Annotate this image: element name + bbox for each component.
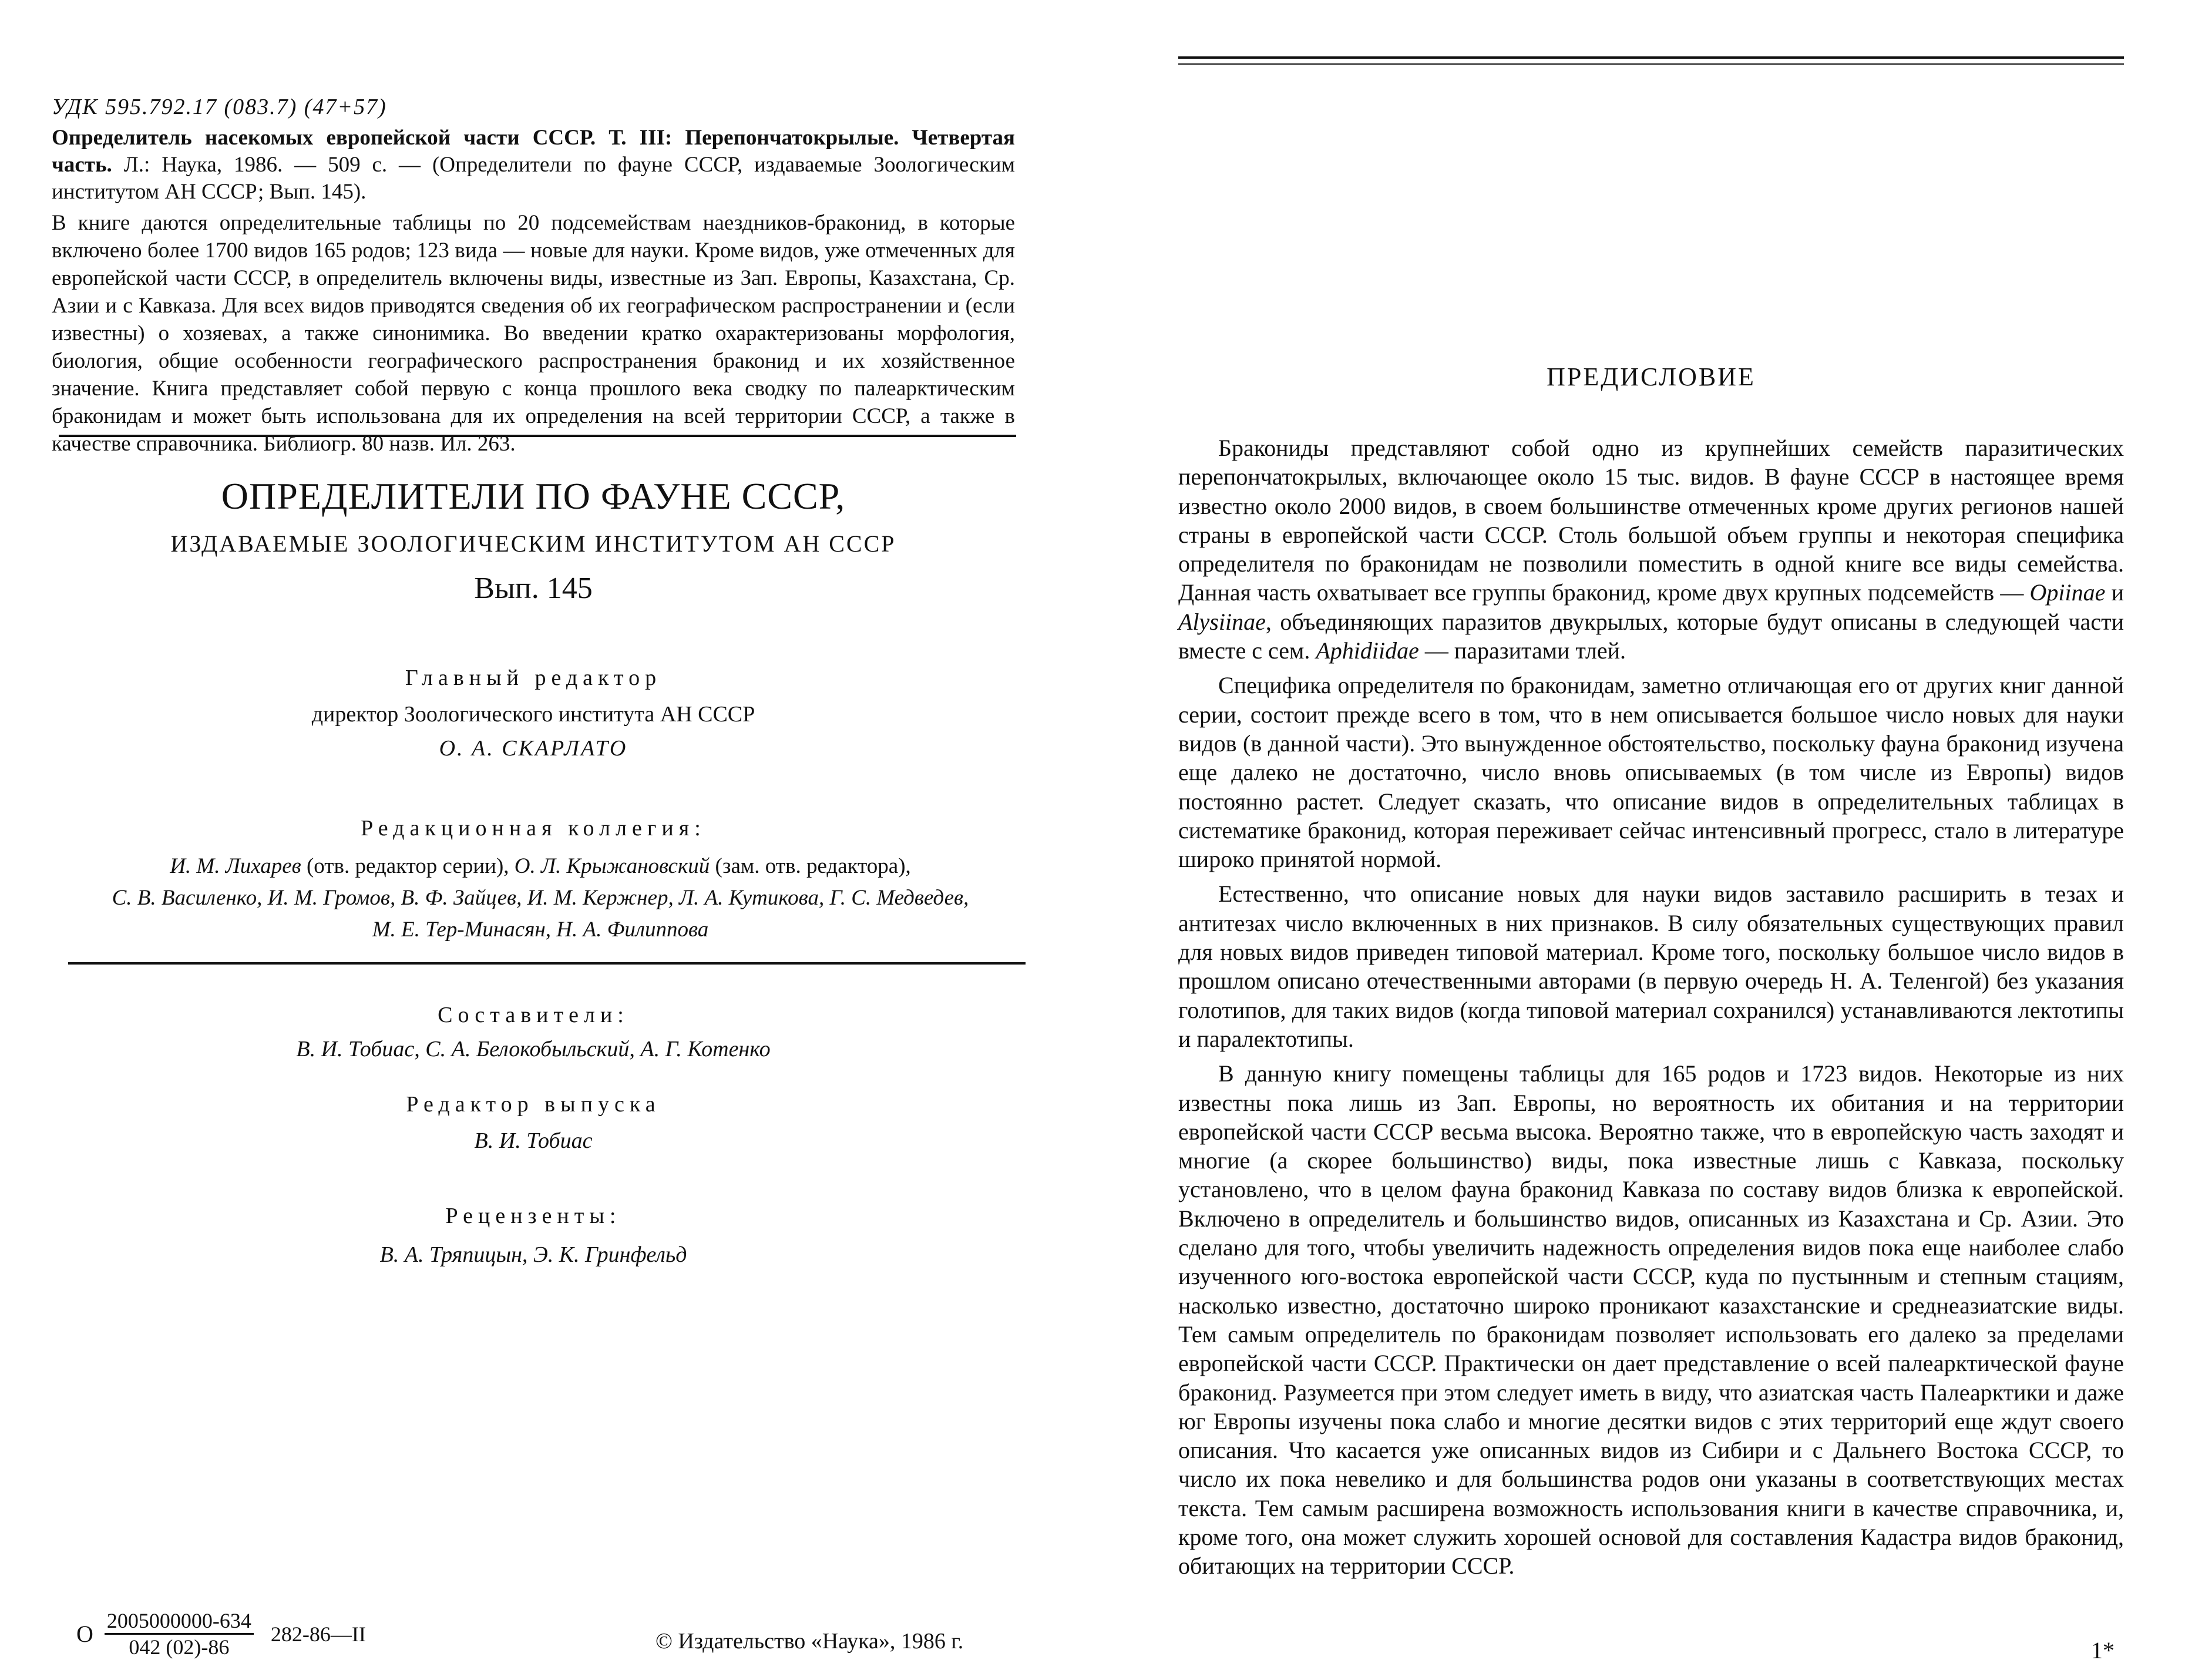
- issue-editor: В. И. Тобиас: [474, 1128, 593, 1153]
- preface-body: [1178, 434, 2124, 1587]
- board-member-role: (отв. редактор серии),: [306, 854, 509, 878]
- issue-editor-heading: Редактор выпуска: [406, 1092, 661, 1117]
- divider-bottom: [68, 962, 1026, 965]
- copyright: © Издательство «Наука», 1986 г.: [656, 1629, 964, 1654]
- preface-title: ПРЕДИСЛОВИЕ: [1547, 362, 1756, 391]
- taxon-name: Alysiinae: [1178, 608, 1266, 635]
- reference-details: Л.: Наука, 1986. — 509 с. — (Определители по фауне СССР, издаваемые Зоологическим институтом АН СССР; Вып. 145).: [52, 153, 1016, 204]
- board-line-1: [59, 851, 1022, 882]
- board-member-role: (зам. отв. редактора),: [715, 854, 911, 878]
- chief-editor-heading: Главный редактор: [405, 666, 662, 690]
- board-member: И. М. Лихарев: [170, 854, 301, 878]
- editorial-board: [59, 851, 1022, 946]
- paragraph: [1178, 434, 2124, 665]
- abstract: В книге даются определительные таблицы по 20 подсемействам наездников-браконид, в которые включено более 1700 видов 165 родов; 123 вида — новые для науки. Кроме видов, уже отмеченных для европейской части СССР, в определитель включены виды, известные из Зап. Европы, Казахстана, Ср. Азии и с Кавказа. Для всех видов приводятся сведения об их географическом распространении и (если известны) о хозяевах, а также синонимика. Во введении кратко охарактеризованы морфология, биология, общие особенности географического распространения браконид и их хозяйственное значение. Книга представляет собой первую с конца прошлого века сводку по палеарктическим браконидам и может быть использована для их определения на всей территории СССР, а также в качестве справочника. Библиогр. 80 назв. Ил. 263.: [52, 211, 1015, 456]
- reference-title: Определитель насекомых европейской части СССР. Т. III: Перепончатокрылые. Четвертая часть.: [52, 126, 1015, 177]
- paragraph: В данную книгу помещены таблицы для 165 родов и 1723 видов. Некоторые из них известны пока лишь из Зап. Европы, но вероятность их обитания и на территории европейской части СССР весьма высока. Вероятно также, что в европейскую часть заходят и многие (а скорее большинство) виды, пока известные лишь с Кавказа, поскольку установлено, что в целом фауна браконид Кавказа по составу видов близка к европейской. Включено в определитель и большинство видов, описанных из Казахстана и Ср. Азии. Это сделано для того, чтобы увеличить надежность определения видов пока еще наиболее слабо изученного юго-востока европейской части СССР, куда по пустынным и степным стациям, насколько известно, достаточно широко проникают казахстанские и среднеазиатские виды. Тем самым определитель по браконидам позволяет использовать его далеко за пределами европейской части СССР. Практически он дает представление о всей палеарктической фауне браконид. Разумеется при этом следует иметь в виду, что азиатская часть Палеарктики и даже юг Европы изучены пока слабо и многие десятки видов с этих территорий еще ждут своего описания. Что касается уже описанных видов из Сибири и с Дальнего Востока СССР, то число их пока невелико и для большинства родов они указаны в соответствующих местах текста. Тем самым расширена возможность использования книги в качестве справочника, и, кроме того, она может служить хорошей основой для составления Кадастра видов браконид, обитающих на территории СССР.: [1178, 1060, 2124, 1580]
- paragraph: Специфика определителя по браконидам, заметно отличающая его от других книг данной серии, состоит прежде всего в том, что в нем описывается большое число новых для науки видов (в данной части). Это вынужденное обстоятельство, поскольку фауна браконид изучена еще далеко не достаточно, число вновь описываемых (в том числе из Европы) видов постоянно растет. Следует сказать, что описание видов в определительных таблицах в систематике браконид, которая переживает сейчас интенсивный прогресс, стало в литературе широко принятой нормой.: [1178, 672, 2124, 873]
- taxon-name: Aphidiidae: [1316, 637, 1419, 664]
- reviewers-heading: Рецензенты:: [445, 1204, 621, 1228]
- paragraph-text: — паразитами тлей.: [1424, 637, 1626, 664]
- catalog-denominator: 042 (02)-86: [129, 1635, 230, 1659]
- paragraph: Естественно, что описание новых для науки видов заставило расширить в тезах и антитезах число включенных в них признаков. В силу обязательных существующих правил для новых видов приведен типовой материал. Кроме того, поскольку большое число видов в прошлом описано отечественными авторами (в первую очередь Н. А. Теленгой) без указания голотипов, для таких видов (когда типовой материал сохранился) устанавливаются лектотипы и паралектотипы.: [1178, 881, 2124, 1052]
- chief-editor-name: О. А. СКАРЛАТО: [439, 736, 628, 761]
- paragraph-text: Брaкониды представляют собой одно из крупнейших семейств паразитических перепончатокрылых, включающее около 15 тыс. видов. В фауне СССР в настоящее время известно около 2000 видов, в своем большинстве отмеченных кроме других регионов нашей страны в европейской части СССР. Столь большой объем группы и некоторая специфика определителя по браконидам не позволили поместить в одной книге все виды семейства. Данная часть охватывает все группы браконид, кроме двух крупных подсемейств —: [1178, 435, 2124, 606]
- board-line-2: С. В. Василенко, И. М. Громов, В. Ф. Зайцев, И. М. Кержнер, Л. А. Кутикова, Г. С. Медведев,: [112, 886, 969, 910]
- udk-code: УДК 595.792.17 (083.7) (47+57): [52, 95, 387, 119]
- header-rule-thin: [1178, 63, 2124, 65]
- header-rule-thick: [1178, 56, 2124, 59]
- catalog-fraction: [105, 1608, 254, 1659]
- bibliographic-reference: [52, 125, 1015, 206]
- reviewers: В. А. Тряпицын, Э. К. Гринфельд: [379, 1242, 687, 1267]
- series-subtitle: ИЗДАВАЕМЫЕ ЗООЛОГИЧЕСКИМ ИНСТИТУТОМ АН СССР: [170, 530, 896, 557]
- board-member: О. Л. Крыжановский: [514, 854, 710, 878]
- catalog-numerator: 2005000000-634: [105, 1608, 254, 1635]
- page-number: 1*: [2091, 1637, 2115, 1664]
- compilers: В. И. Тобиас, С. А. Белокобыльский, А. Г. Котенко: [296, 1037, 771, 1061]
- catalog-prefix: О: [76, 1621, 93, 1647]
- paragraph-text: и: [2111, 579, 2125, 606]
- taxon-name: Opiinae: [2029, 579, 2106, 606]
- series-title: ОПРЕДЕЛИТЕЛИ ПО ФАУНЕ СССР,: [221, 475, 846, 517]
- board-heading: Редакционная коллегия:: [361, 816, 706, 841]
- compilers-heading: Составители:: [438, 1003, 629, 1027]
- board-line-3: М. Е. Тер-Минасян, Н. А. Филиппова: [372, 918, 709, 942]
- catalog-suffix: 282-86—II: [270, 1622, 366, 1646]
- paragraph-text: , объединяющих паразитов двукрылых, которые будут описаны в следующей части вместе с сем.: [1178, 608, 2124, 664]
- chief-editor-position: директор Зоологического института АН СССР: [311, 702, 755, 727]
- left-page: [0, 0, 1092, 1680]
- catalog-index: [76, 1608, 366, 1659]
- issue-number: Вып. 145: [474, 572, 593, 605]
- divider-top: [59, 435, 1016, 437]
